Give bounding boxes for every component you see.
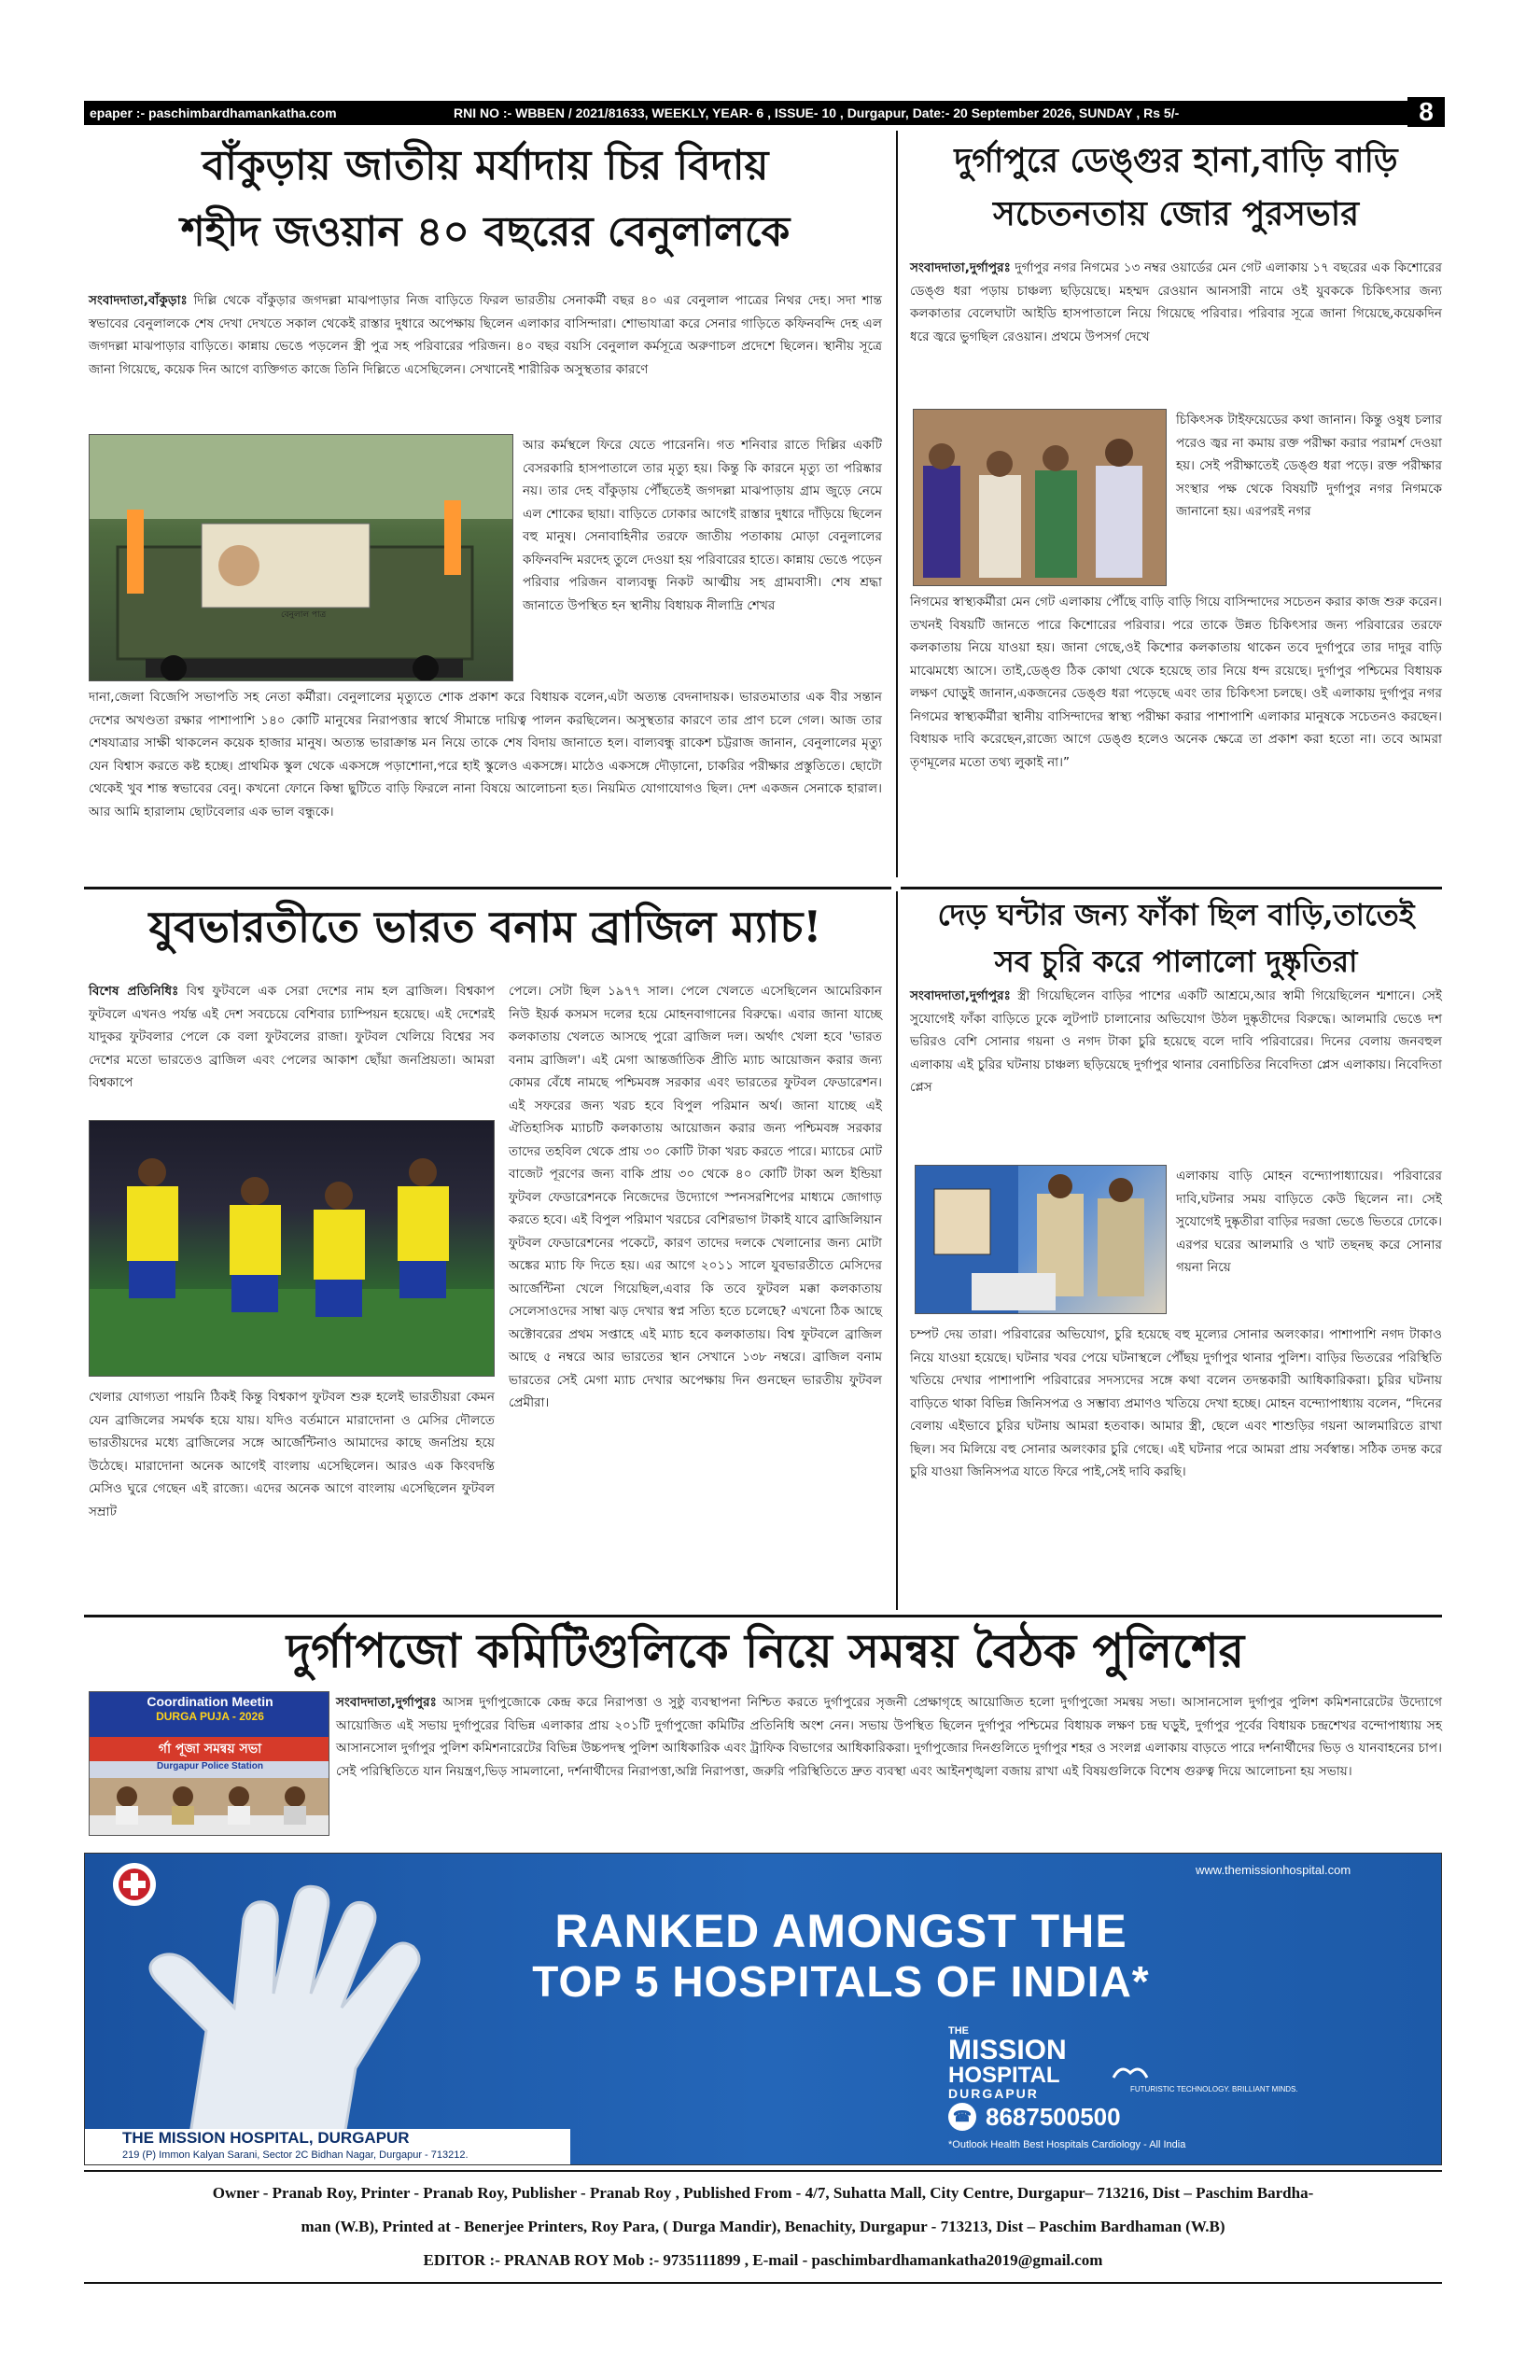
rni-info: RNI NO :- WBBEN / 2021/81633, WEEKLY, YEAR- 6 , ISSUE- 10 , Durgapur, Date:- 20 September 2026, SUNDAY , Rs 5/- <box>454 105 1180 120</box>
article2-photo <box>913 409 1167 586</box>
ad-footnote: *Outlook Health Best Hospitals Cardiology - All India <box>948 2139 1186 2150</box>
article4-para3: চম্পট দেয় তারা। পরিবারের অভিযোগ, চুরি হয়েছে বহু মূল্যের সোনার অলংকার। পাশাপাশি নগদ টাকাও নিয়ে যাওয়া হয়েছে। ঘটনার খবর পেয়ে ঘটনাস্থলে পৌঁছয় দুর্গাপুর থানার পুলিশ। বাড়ির ভিতরের পরিস্থিতি খতিয়ে দেখার পাশাপাশি পরিবারের সদস্যদের সঙ্গে কথা বলেন তদন্তকারী আধিকারিকরা। চুরির ঘটনায় বাড়িতে থাকা বিভিন্ন জিনিসপত্র ও সম্ভাব্য প্রমাণও খতিয়ে দেখা হচ্ছে। মোহন বন্দ্যোপাধ্যায় বলেন, “দিনের বেলায় এইভাবে চুরির ঘটনায় আমরা হতবাক। আমার স্ত্রী, ছেলে এবং শাশুড়ির গয়না আলমারিতে রাখা ছিল। সব মিলিয়ে বহু সোনার অলংকার চুরি গেছে। এই ঘটনার পরে আমরা প্রায় সর্বস্বান্ত। সঠিক তদন্ত করে চুরি যাওয়া জিনিসপত্র যাতে ফিরে পাই,সেই দাবি করছি। <box>910 1327 1442 1479</box>
meeting-banner-line1: Coordination Meetin <box>147 1694 273 1709</box>
article2-para1: দুর্গাপুর নগর নিগমের ১৩ নম্বর ওয়ার্ডের মেন গেট এলাকায় ১৭ বছরের এক কিশোরের ডেঙ্গু ধরা পড়ায় চাঞ্চল্য ছড়িয়েছে। মহম্মদ রেওয়ান আনসারী নামে ওই যুবককে চিকিৎসার জন্য কলকাতার বেলেঘাটা আইডি হাসপাতালে নিয়ে গিয়েছে পরিবার। পরিবার সূত্রে জানা গিয়েছে,কয়েকদিন ধরে জ্বরে ভুগছিল রেওয়ান। প্রথমে উপসর্গ দেখে <box>910 260 1443 344</box>
article3-headline: যুবভারতীতে ভারত বনাম ব্রাজিল ম্যাচ! <box>148 902 822 952</box>
article1-headline-line1: বাঁকুড়ায় জাতীয় মর্যাদায় চির বিদায় <box>202 142 769 189</box>
article4-headline <box>910 896 1442 980</box>
article3-dateline: বিশেষ প্রতিনিধিঃ <box>89 984 179 999</box>
article4-body-top <box>910 985 1442 1099</box>
column-divider-lower <box>896 891 898 1610</box>
ad-website[interactable]: www.themissionhospital.com <box>1196 1863 1351 1877</box>
article3-col2-para: পেলে। সেটা ছিল ১৯৭৭ সাল। পেলে খেলতে এসেছিলেন আমেরিকান নিউ ইয়র্ক কসমস দলের হয়ে মোহনবাগানের বিরুদ্ধে। এবার জানা যাচ্ছে কলকাতায় খেলতে আসছে পুরো ব্রাজিল দল। অর্থাৎ খেলা হবে 'ভারত বনাম ব্রাজিল'। এই মেগা আন্তর্জাতিক প্রীতি ম্যাচ আয়োজন করার জন্য কোমর বেঁধে নামছে পশ্চিমবঙ্গ সরকার এবং ভারতের ফুটবল ফেডারেশন। এই সফরের জন্য খরচ হবে বিপুল পরিমান অর্থ। জানা যাচ্ছে এই ঐতিহাসিক ম্যাচটি কলকাতায় আয়োজন করার জন্য পশ্চিমবঙ্গ সরকার তাদের তহবিল থেকে প্রায় ৩০ কোটি টাকা খরচ করতে পারে। ম্যাচের মোট বাজেট পূরণের জন্য বাকি প্রায় ৩০ থেকে ৪০ কোটি টাকা অল ইন্ডিয়া ফুটবল ফেডারেশনকে নিজেদের উদ্যোগে স্পনসরশিপের মাধ্যমে জোগাড় করতে হবে। এই বিপুল পরিমাণ খরচের বেশিরভাগ টাকাই যাবে ব্রাজিলিয়ান ফুটবল ফেডারেশনের পকেটে, কারণ তাদের দলকে খেলানোর জন্য মোটা অঙ্কের ম্যাচ ফি দিতে হয়। এর আগে ২০১১ সালে যুবভারতীতে মেসিদের আর্জেন্টিনা খেলে গিয়েছিল,এবার কি তবে ফুটবল মক্কা কলকাতায় সেলেসাওদের সাম্বা ঝড় দেখার স্বপ্ন সত্যি হতে চলেছে? এখনো ঠিক আছে অক্টোবরের প্রথম সপ্তাহে এই ম্যাচ হবে কলকাতায়। বিশ্ব ফুটবলে ব্রাজিল আছে ৫ নম্বরে আর ভারতের স্থান সেখানে ১৩৮ নম্বরে। ব্রাজিল বনাম ভারতের সেই মেগা ম্যাচ দেখার অপেক্ষায় দিন গুনছেন ভারতীয় ফুটবল প্রেমীরা। <box>509 984 882 1410</box>
police-investigation-image <box>916 1166 1167 1314</box>
footer-divider-top <box>84 2170 1442 2172</box>
epaper-url[interactable]: epaper :- paschimbardhamankatha.com <box>90 105 337 120</box>
article3-col2 <box>509 980 882 1415</box>
footballers-image <box>90 1121 495 1377</box>
hands-logo-icon <box>1112 2059 1149 2087</box>
article2-body-bottom <box>910 591 1442 774</box>
section-divider-bottom <box>84 1615 1442 1617</box>
article3-col1-top <box>89 980 495 1095</box>
ad-headline-line1: RANKED AMONGST THE <box>554 1905 1127 1957</box>
article1-headline <box>89 140 882 258</box>
footer-line2: man (W.B), Printed at - Benerjee Printers, Roy Para, ( Durga Mandir), Benachity, Durgapur - 713213, Dist – Paschim Bardhaman (W.B) <box>301 2218 1225 2235</box>
article1-body-bottom <box>89 686 882 823</box>
ad-brand-line4: DURGAPUR <box>948 2086 1039 2101</box>
imprint-footer <box>84 2177 1442 2277</box>
article1-dateline: সংবাদদাতা,বাঁকুড়াঃ <box>89 293 188 308</box>
army-truck-image <box>90 435 513 681</box>
article4-para1: স্ত্রী গিয়েছিলেন বাড়ির পাশের একটি আশ্রমে,আর স্বামী গিয়েছিলেন শ্মশানে। সেই সুযোগেই ফাঁকা বাড়িতে ঢুকে লুটপাট চালানোর অভিযোগ উঠল দুষ্কৃতীদের বিরুদ্ধে। আলমারি ভেঙে দশ ভরিরও বেশি সোনার গয়না ও নগদ টাকা চুরি হয়েছে বলে দাবি পরিবারের। দিনের বেলায় জনবহুল এলাকায় এই চুরির ঘটনায় চাঞ্চল্য ছড়িয়েছে দুর্গাপুর থানার বেনাচিতির নিবেদিতা প্লেস এলাকায়। নিবেদিতা প্লেস <box>910 988 1442 1095</box>
article1-body-middle <box>523 434 882 617</box>
article2-headline <box>910 140 1442 235</box>
ad-brand-line1: THE <box>948 2025 969 2037</box>
article2-para2: চিকিৎসক টাইফয়েডের কথা জানান। কিন্তু ওষুধ চলার পরেও জ্বর না কমায় রক্ত পরীক্ষা করার পরামর্শ দেওয়া হয়। সেই পরীক্ষাতেই ডেঙ্গু ধরা পড়ে। রক্ত পরীক্ষার সংস্থার পক্ষ থেকে বিষয়টি দুর্গাপুর নগর নিগমকে জানানো হয়। এরপরই নগর <box>1176 413 1442 519</box>
article4-body-middle <box>1176 1165 1442 1280</box>
article4-headline-line1: দেড় ঘন্টার জন্য ফাঁকা ছিল বাড়ি,তাতেই <box>937 897 1415 932</box>
article3-col1-bottom <box>89 1386 495 1523</box>
ad-headline-line2: TOP 5 HOSPITALS OF INDIA* <box>532 1957 1150 2006</box>
article1-para1: দিল্লি থেকে বাঁকুড়ার জগদল্লা মাঝপাড়ার নিজ বাড়িতে ফিরল ভারতীয় সেনাকর্মী বছর ৪০ এর বেনুলাল পাত্রের নিথর দেহ। সদা শান্ত স্বভাবের বেনুলালকে শেষ দেখা দেখতে সকাল থেকেই রাস্তার দুধারে অপেক্ষায় ছিলেন এলাকার বাসিন্দারা। শোভাযাত্রা করে সেনার গাড়িতে কফিনবন্দি দেহ এল জগদল্লা মাঝপাড়ার বাড়িতে। কান্নায় ভেঙে পড়লেন স্ত্রী পুত্র সহ পরিবারের পরিজন। ৪০ বছর বয়সি বেনুলাল কর্মসূত্রে অরুণাচল প্রদেশে ছিলেন। স্থানীয় সূত্রে জানা গিয়েছে, কয়েক দিন আগে ব্যক্তিগত কাজে তিনি দিল্লিতে এসেছিলেন। সেখানেই শারীরিক অসুস্থতার কারণে <box>89 293 882 377</box>
article4-body-bottom <box>910 1323 1442 1484</box>
page-number: 8 <box>1407 97 1445 127</box>
meeting-people-image <box>90 1778 329 1836</box>
article2-para3: নিগমের স্বাস্থ্যকর্মীরা মেন গেট এলাকায় পৌঁছে বাড়ি বাড়ি গিয়ে বাসিন্দাদের সচেতন করার কাজ শুরু করেন। তখনই বিষয়টি জানতে পারে কিশোরের পরিবার। পরে তাকে উন্নত চিকিৎসার জন্য পরিবারের তরফে কলকাতায় নিয়ে যাওয়া হয়। জানা গেছে,ওই কিশোর কলকাতায় থাকেন তবে দুর্গাপুরে তার দাদুর বাড়ি মাঝেমধ্যে আসে। তাই,ডেঙ্গু ঠিক কোথা থেকে হয়েছে তার নিয়ে ধন্দ রয়েছে। দুর্গাপুর পশ্চিমের বিধায়ক লক্ষণ ঘোড়ুই জানান,একজনের ডেঙ্গু ধরা পড়েছে এবং তার চিকিৎসা চলছে। ওই এলাকায় দুর্গাপুর নগর নিগমের স্বাস্থ্যকর্মীরা স্থানীয় বাসিন্দাদের স্বাস্থ্য পরীক্ষা করার পাশাপাশি এলাকার মানুষকে সচেতনও করছেন। বিধায়ক দাবি করেছেন,রাজ্যে আগে ডেঙ্গু হলেও অনেক ক্ষেত্রে তা প্রকাশ করা হতো না। তবে আমরা তৃণমূলের মতো তথ্য লুকাই না।” <box>910 595 1442 770</box>
section-divider <box>84 887 891 889</box>
ad-address-box <box>85 2129 570 2164</box>
article4-headline-line2: সব চুরি করে পালালো দুষ্কৃতিরা <box>994 944 1358 979</box>
footer-line1: Owner - Pranab Roy, Printer - Pranab Roy, Publisher - Pranab Roy , Published From - 4/7, Suhatta Mall, City Centre, Durgapur– 713216, Dist – Paschim Bardha- <box>212 2184 1314 2202</box>
article4-para2: এলাকায় বাড়ি মোহন বন্দ্যোপাধ্যায়ের। পরিবারের দাবি,ঘটনার সময় বাড়িতে কেউ ছিলেন না। সেই সুযোগেই দুষ্কৃতীরা বাড়ির দরজা ভেঙে ভিতরে ঢোকে। এরপর ঘরের আলমারি ও খাট তছনছ করে সোনার গয়না নিয়ে <box>1176 1169 1442 1275</box>
meeting-banner-line3: র্গা পূজা সমন্বয় সভা <box>90 1737 329 1761</box>
article3-photo <box>89 1120 495 1377</box>
photo-caption: বেনুলাল পাত্র <box>281 610 327 620</box>
article5-headline: দুর্গাপজো কমিটিগুলিকে নিয়ে সমন্বয় বৈঠক পুলিশের <box>286 1623 1245 1678</box>
article5-text: আসন্ন দুর্গাপুজোকে কেন্দ্র করে নিরাপত্তা ও সুষ্ঠু ব্যবস্থাপনা নিশ্চিত করতে দুর্গাপুরের সৃজনী প্রেক্ষাগৃহে আয়োজিত হলো দুর্গাপুজো সমন্বয় সভা। আসানসোল দুর্গাপুর পুলিশ কমিশনারেটের উদ্যোগে আয়োজিত এই সভায় দুর্গাপুরের বিভিন্ন এলাকার প্রায় ২০১টি দুর্গাপুজো কমিটির প্রতিনিধি অংশ নেন। সভায় উপস্থিত ছিলেন দুর্গাপুর পশ্চিমের বিধায়ক লক্ষণ চন্দ্র ঘড়ুই, দুর্গাপুর পূর্বের বিধায়ক চন্দ্রশেখর বন্দোপাধ্যায় সহ আসানসোল দুর্গাপুর পুলিশ কমিশনারেটের বিভিন্ন উচ্চপদস্থ পুলিশ আধিকারিক এবং ট্রাফিক বিভাগের আধিকারিকরা। দুর্গাপুজোর দিনগুলিতে দুর্গাপুর শহর ও সংলগ্ন এলাকায় বাড়তে পারে দর্শনার্থীদের ভিড় ও যানবাহনের চাপ। সেই পরিস্থিতিতে যান নিয়ন্ত্রণ,ভিড় সামলানো, দর্শনার্থীদের নিরাপত্তা,অগ্নি নিরাপত্তা, জরুরি পরিস্থিতিতে দ্রুত ব্যবস্থা এবং আইনশৃঙ্খলা বজায় রাখা এই বিষয়গুলিকে বিশেষ গুরুত্ব দিয়ে আলোচনা হয় সভায়। <box>336 1695 1442 1779</box>
footer-line3: EDITOR :- PRANAB ROY Mob :- 9735111899 , E-mail - paschimbardhamankatha2019@gmail.com <box>423 2251 1103 2269</box>
article1-photo <box>89 434 513 681</box>
article2-body-top <box>910 257 1442 348</box>
meeting-banner <box>90 1692 329 1737</box>
article2-body-middle <box>1176 409 1442 524</box>
article1-para2: আর কর্মস্থলে ফিরে যেতে পারেননি। গত শনিবার রাতে দিল্লির একটি বেসরকারি হাসপাতালে তার মৃত্যু হয়। কিন্তু কি কারনে মৃত্যু তা পরিষ্কার নয়। তার দেহ বাঁকুড়ায় পৌঁছতেই জগদল্লা মাঝপাড়ায় গ্রাম জুড়ে নেমে এল শোকের ছায়া। বাড়িতে ঢোকার আগেই রাস্তার দুধারে দাঁড়িয়ে ছিলেন বহু মানুষ। সেনাবাহিনীর তরফে জাতীয় পতাকায় মোড়া বেনুলালের কফিনবন্দি মরদেহ তুলে দেওয়া হয় পরিবারের হাতে। কান্নায় ভেঙে পড়েন পরিবার পরিজন বাল্যবন্ধু নিকট আত্মীয় সহ গ্রামবাসী। শেষ শ্রদ্ধা জানাতে উপস্থিত হন স্থানীয় বিধায়ক নীলাদ্রি শেখর <box>523 438 882 613</box>
ad-phone[interactable]: 8687500500 <box>986 2102 1121 2131</box>
phone-icon: ☎ <box>948 2103 976 2131</box>
article3-col1-para1: বিশ্ব ফুটবলে এক সেরা দেশের নাম হল ব্রাজিল। বিশ্বকাপ ফুটবলে এখনও পর্যন্ত এই দেশ সবচেয়ে বেশিবার চ্যাম্পিয়ন হয়েছে। এই দেশেরই যাদুকর ফুটবলার পেলে কে বলা ফুটবলের রাজা। ফুটবল খেলিয়ে বিশ্বের সব দেশের মতো ভারতেও ব্রাজিল এবং পেলের আকাশ ছোঁয়া জনপ্রিয়তা। আমরা বিশ্বকাপে <box>89 984 496 1090</box>
article2-dateline: সংবাদদাতা,দুর্গাপুরঃ <box>910 260 1011 275</box>
ad-brand-line2: MISSION <box>948 2035 1067 2065</box>
meeting-banner-line2: DURGA PUJA - 2026 <box>156 1710 264 1723</box>
ad-bottom-title: THE MISSION HOSPITAL, DURGAPUR <box>122 2129 410 2147</box>
article1-body-top <box>89 289 882 381</box>
article5-dateline: সংবাদদাতা,দুর্গাপুরঃ <box>336 1695 437 1710</box>
article4-dateline: সংবাদদাতা,দুর্গাপুরঃ <box>910 988 1011 1003</box>
column-divider <box>896 131 898 877</box>
section-divider-right <box>901 887 1442 889</box>
ad-phone-row[interactable] <box>948 2098 1247 2135</box>
ad-brand-line3: HOSPITAL <box>948 2063 1060 2088</box>
hospital-advertisement[interactable] <box>84 1853 1442 2165</box>
health-workers-image <box>914 410 1167 586</box>
article2-headline-line2: সচেতনতায় জোর পুরসভার <box>992 194 1360 233</box>
article5-photo <box>89 1691 329 1836</box>
ad-bottom-address: 219 (P) Immon Kalyan Sarani, Sector 2C Bidhan Nagar, Durgapur - 713212. <box>122 2149 469 2161</box>
article1-headline-line2: শহীদ জওয়ান ৪০ বছরের বেনুলালকে <box>180 208 791 256</box>
meeting-banner-line4: Durgapur Police Station <box>157 1761 263 1771</box>
footer-divider-bottom <box>84 2282 1442 2284</box>
article5-body <box>336 1691 1442 1783</box>
ad-tagline: FUTURISTIC TECHNOLOGY. BRILLIANT MINDS. <box>1130 2085 1298 2093</box>
ad-brand <box>948 2026 1067 2100</box>
masthead-bar <box>84 101 1442 125</box>
article2-headline-line1: দুর্গাপুরে ডেঙ্গুর হানা,বাড়ি বাড়ি <box>954 141 1398 180</box>
article1-para3: দানা,জেলা বিজেপি সভাপতি সহ নেতা কর্মীরা। বেনুলালের মৃত্যুতে শোক প্রকাশ করে বিধায়ক বলেন,এটা অত্যন্ত বেদনাদায়ক। ভারতমাতার এক বীর সন্তান দেশের অখণ্ডতা রক্ষার পাশাপাশি ১৪০ কোটি মানুষের নিরাপত্তার স্বার্থে সীমান্তে দায়িত্ব পালন করছিলেন। অসুস্থতার কারণে তার প্রাণ চলে গেল। আজ তার শেষযাত্রার সাক্ষী থাকলেন কয়েক হাজার মানুষ। অত্যন্ত ভারাক্রান্ত মন নিয়ে তাকে শেষ বিদায় জানাতে হল। বাল্যবন্ধু রাকেশ চট্টরাজ জানান, বেনুলালের মৃত্যু যেন বিশ্বাস করতে কষ্ট হচ্ছে। প্রাথমিক স্কুল থেকে একসঙ্গে পড়াশোনা,পরে হাই স্কুলেও একসঙ্গে। মাঠেও একসঙ্গে দৌড়ানো, চাকরির পরীক্ষার প্রস্তুতিতে। ছোটো থেকেই খুব শান্ত স্বভাবের বেনু। কখনো ফোনে কিম্বা ছুটিতে বাড়ি ফিরলে নানা বিষয়ে আলোচনা হত। নিয়মিত যোগাযোগও ছিল। দেশ একজন সেনাকে হারাল। আর আমি হারালাম ছোটবেলার এক ভাল বন্ধুকে। <box>89 690 882 819</box>
article3-col1-para2: খেলার যোগ্যতা পায়নি ঠিকই কিন্তু বিশ্বকাপ ফুটবল শুরু হলেই ভারতীয়রা কেমন যেন ব্রাজিলের সমর্থক হয়ে যায়। যদিও বর্তমানে মারাদোনা ও মেসির দৌলতে ভারতীয়দের মধ্যে ব্রাজিলের সঙ্গে আর্জেন্টিনাও আমাদের কাছে জনপ্রিয় হয়ে উঠেছে। মারাদোনা অনেক আগেই বাংলায় এসেছিলেন। আরও এক কিংবদন্তি মেসিও ঘুরে গেছেন এই রাজ্যে। এদের অনেক আগে বাংলায় এসেছিলেন ফুটবল সম্রাট <box>89 1390 495 1519</box>
article4-photo <box>915 1165 1167 1314</box>
